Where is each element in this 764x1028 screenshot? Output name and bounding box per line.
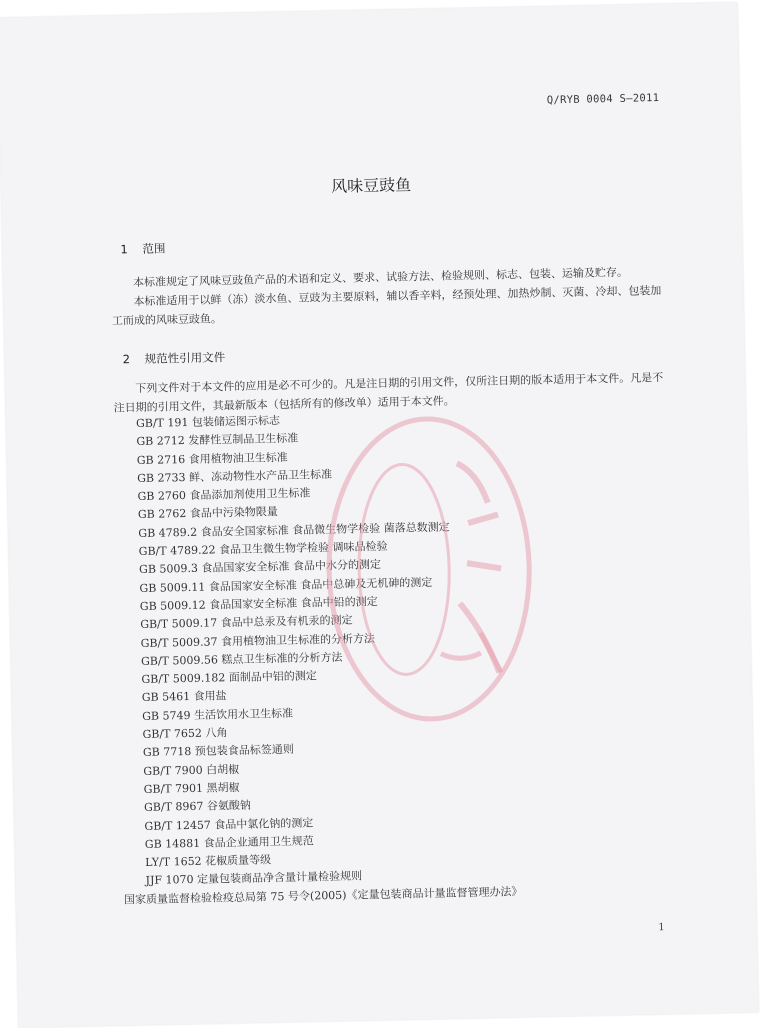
section-number: 1: [120, 242, 128, 257]
reference-item: GB 5749 生活饮用水卫生标准: [142, 706, 294, 723]
reference-item: GB 14881 食品企业通用卫生规范: [144, 834, 314, 851]
document-title: 风味豆豉鱼: [330, 175, 412, 196]
reference-item: GB/T 4789.22 食品卫生微生物学检验 调味品检验: [138, 539, 388, 559]
paragraph: 本标准适用于以鲜（冻）淡水鱼、豆豉为主要原料，辅以香辛料，经预处理、加热炒制、灭菌、冷却、包装加工而成的风味豆豉鱼。: [111, 284, 662, 328]
reference-item: GB/T 7900 白胡椒: [143, 762, 240, 778]
reference-item: GB 2733 鲜、冻动物性水产品卫生标准: [137, 467, 333, 485]
reference-item: GB 5009.12 食品国家安全标准 食品中铅的测定: [139, 594, 378, 613]
reference-item: GB/T 12457 食品中氯化钠的测定: [144, 815, 314, 833]
reference-item: GB 5009.3 食品国家安全标准 食品中水分的测定: [138, 558, 382, 577]
reference-item: GB/T 7901 黑胡椒: [143, 780, 240, 796]
reference-item: JJF 1070 定量包装商品净含量计量检验规则: [145, 869, 363, 888]
reference-item: GB/T 8967 谷氨酸钠: [143, 798, 252, 815]
reference-item: GB 5009.11 食品国家安全标准 食品中总砷及无机砷的测定: [139, 575, 433, 595]
reference-item: GB/T 191 包装储运图示标志: [135, 414, 281, 431]
section-2-heading: [123, 349, 226, 367]
reference-item: GB/T 5009.17 食品中总汞及有机汞的测定: [140, 613, 353, 632]
reference-item: GB 5461 食用盐: [141, 689, 227, 705]
section-title: 范围: [142, 241, 166, 256]
section-number: 2: [122, 352, 131, 367]
document-page: [0, 2, 758, 1027]
reference-item: GB 2716 食用植物油卫生标准: [136, 450, 288, 467]
page-number: 1: [658, 922, 665, 934]
reference-item: GB 4789.2 食品安全国家标准 食品微生物学检验 菌落总数测定: [138, 520, 450, 540]
section-1-heading: [120, 240, 165, 257]
section-1-body: [111, 262, 668, 331]
paragraph: 本标准规定了风味豆豉鱼产品的术语和定义、要求、试验方法、检验规则、标志、包装、运输及贮存。: [132, 265, 629, 290]
reference-item: GB 7718 预包装食品标签通则: [142, 743, 294, 760]
reference-item: GB/T 5009.182 面制品中铝的测定: [141, 669, 317, 687]
reference-item: GB/T 5009.56 糕点卫生标准的分析方法: [140, 650, 343, 668]
reference-item: GB/T 7652 八角: [142, 726, 228, 742]
reference-last-line: 国家质量监督检验检疫总局第 75 号令(2005)《定量包装商品计量监督管理办法》: [123, 885, 523, 907]
reference-item: GB/T 5009.37 食用植物油卫生标准的分析方法: [140, 631, 376, 650]
reference-item: LY/T 1652 花椒质量等级: [145, 853, 272, 870]
reference-item: GB 2762 食品中污染物限量: [137, 505, 278, 522]
section-title: 规范性引用文件: [144, 350, 226, 366]
reference-item: GB 2760 食品添加剂使用卫生标准: [137, 486, 311, 504]
reference-item: GB 2712 发酵性豆制品卫生标准: [136, 431, 299, 449]
standard-code: Q/RYB 0004 S—2011: [546, 92, 660, 107]
reference-list: [136, 409, 457, 891]
paragraph: 下列文件对于本文件的应用是必不可少的。凡是注日期的引用文件，仅所注日期的版本适用于本文件。凡是不注日期的引用文件，其最新版本（包括所有的修改单）适用于本文件。: [113, 370, 664, 415]
